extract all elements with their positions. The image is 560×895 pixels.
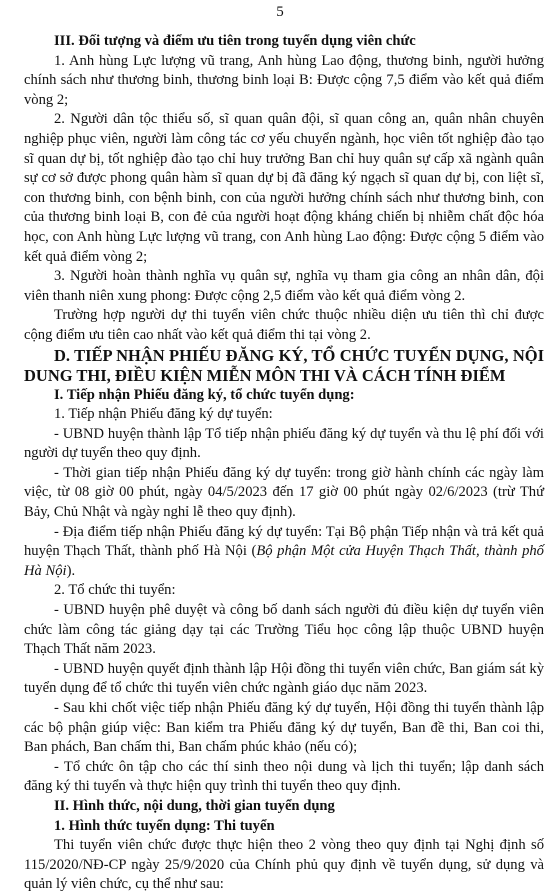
document-body — [24, 32, 544, 895]
paragraph: 2. Người dân tộc thiểu số, sĩ quan quân đội, sĩ quan công an, quân nhân chuyên nghiệp phục viên, người làm công tác cơ yếu chuyển ngành, học viên tốt nghiệp đào tạo sĩ quan dự bị, tốt nghiệp đào tạo chỉ huy trưởng Ban chỉ huy quân sự cấp xã ngành quân sự cơ sở được phong quân hàm sĩ quan dự bị đã đăng ký ngạch sĩ quan dự bị, con liệt sĩ, con thương binh, con bệnh binh, con của người hưởng chính sách như thương binh, con của thương binh loại B, con đẻ của người hoạt động kháng chiến bị nhiễm chất độc hóa học, con Anh hùng Lực lượng vũ trang, con Anh hùng Lao động: Được cộng 5 điểm vào kết quả điểm vòng 2; — [24, 111, 544, 265]
bullet-paragraph: - UBND huyện phê duyệt và công bố danh sách người đủ điều kiện dự tuyển viên chức làm công tác giảng dạy tại các Trường Tiểu học công lập thuộc UBND huyện Thạch Thất năm 2023. — [24, 602, 544, 658]
section-heading-priority: III. Đối tượng và điểm ưu tiên trong tuyển dụng viên chức — [54, 33, 416, 49]
paragraph: Thi tuyển viên chức được thực hiện theo 2 vòng theo quy định tại Nghị định số 115/2020/NĐ-CP ngày 25/9/2020 của Chính phủ quy định về tuyển dụng, sử dụng và quản lý viên chức, cụ thể như sau: — [24, 837, 544, 893]
bullet-paragraph — [24, 523, 544, 582]
bullet-paragraph: - UBND huyện thành lập Tổ tiếp nhận phiếu đăng ký dự tuyển và thu lệ phí đối với người dự tuyển theo quy định. — [24, 425, 544, 462]
paragraph: 3. Người hoàn thành nghĩa vụ quân sự, nghĩa vụ tham gia công an nhân dân, đội viên thanh niên xung phong: Được cộng 2,5 điểm vào kết quả điểm vòng 2. — [24, 268, 544, 304]
page-number: 5 — [276, 4, 284, 20]
subsection-heading: I. Tiếp nhận Phiếu đăng ký, tổ chức tuyển dụng: — [54, 386, 355, 403]
bullet-paragraph: - Thời gian tiếp nhận Phiếu đăng ký dự tuyển: trong giờ hành chính các ngày làm việc, từ 08 giờ 00 phút, ngày 04/5/2023 đến 17 giờ 00 phút ngày 02/6/2023 (trừ Thứ Bảy, Chủ Nhật và ngày nghỉ lễ theo quy định). — [24, 464, 544, 521]
paragraph: 1. Anh hùng Lực lượng vũ trang, Anh hùng Lao động, thương binh, người hưởng chính sách như thương binh, thương binh loại B: Được cộng 7,5 điểm vào kết quả điểm vòng 2; — [24, 52, 544, 108]
text-run: - Địa điểm tiếp nhận Phiếu đăng ký dự tuyển: Tại Bộ phận Tiếp nhận và trả kết quả huyện Thạch Thất, thành phố Hà Nội ( — [24, 523, 544, 560]
subsection-item: 1. Tiếp nhận Phiếu đăng ký dự tuyển: — [54, 406, 273, 423]
subsection-item: 2. Tổ chức thi tuyển: — [54, 582, 176, 599]
paragraph: Trường hợp người dự thi tuyển viên chức thuộc nhiều diện ưu tiên thì chỉ được cộng điểm ưu tiên cao nhất vào kết quả điểm thi tại vòng 2. — [24, 307, 544, 343]
italic-text-run: Bộ phận Một cửa Huyện Thạch Thất, thành phố Hà Nội — [24, 543, 544, 579]
text-run: ). — [66, 562, 76, 579]
bullet-paragraph: - UBND huyện quyết định thành lập Hội đồng thi tuyển viên chức, Ban giám sát kỳ tuyển dụng để tổ chức thi tuyển viên chức ngành giáo dục năm 2023. — [24, 660, 544, 697]
subsection-heading: II. Hình thức, nội dung, thời gian tuyển dụng — [54, 797, 335, 814]
bullet-paragraph: - Sau khi chốt việc tiếp nhận Phiếu đăng ký dự tuyển, Hội đồng thi tuyển thành lập các bộ phận giúp việc: Ban kiểm tra Phiếu đăng ký dự tuyển, Ban đề thi, Ban coi thi, Ban phách, Ban chấm thi, Ban chấm phúc khảo (nếu có); — [24, 700, 544, 756]
section-heading-d: D. TIẾP NHẬN PHIẾU ĐĂNG KÝ, TỔ CHỨC TUYỂN DỤNG, NỘI DUNG THI, ĐIỀU KIỆN MIỄN MÔN THI VÀ CÁCH TÍNH ĐIỂM — [24, 345, 544, 385]
bullet-paragraph: - Tổ chức ôn tập cho các thí sinh theo nội dung và lịch thi tuyển; lập danh sách đăng ký thi tuyển và thực hiện quy trình thi tuyển theo quy định. — [24, 758, 544, 795]
subsection-heading: 1. Hình thức tuyển dụng: Thi tuyển — [54, 817, 275, 834]
